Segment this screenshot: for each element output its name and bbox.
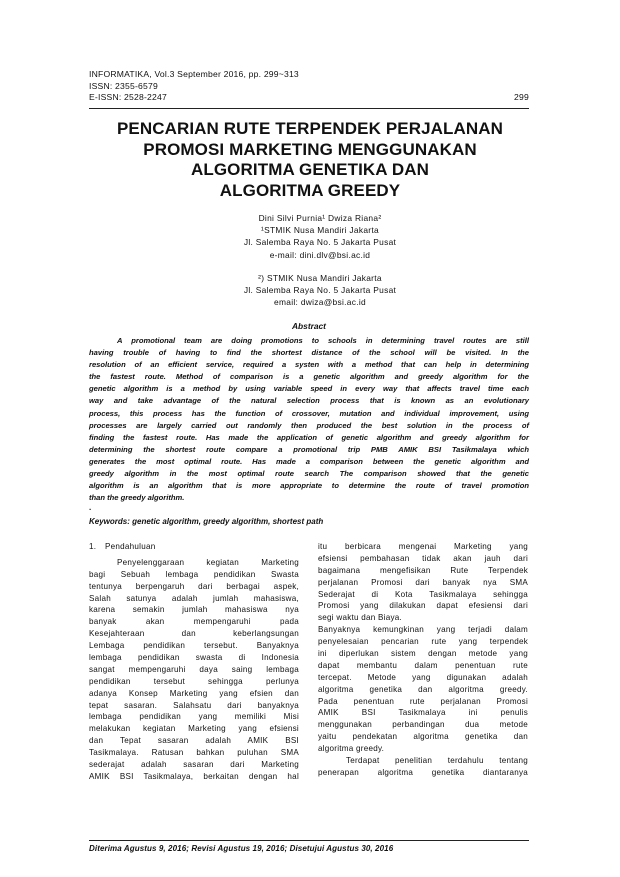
body-line: banyak akan mempengaruhi pada (89, 617, 299, 627)
title-line: ALGORITMA GENETIKA DAN (191, 160, 429, 179)
body-line: dapat membantu dalam penentuan rute (318, 660, 528, 670)
body-line: Promosi yang dilakukan dapat efesiensi dari (318, 601, 528, 611)
footer-dates: Diterima Agustus 9, 2016; Revisi Agustus 19, 2016; Disetujui Agustus 30, 2016 (89, 844, 394, 853)
body-line: AMIK BSI Tasikmalaya ini penulis (318, 708, 528, 718)
body-line: Banyaknya kemungkinan yang terjadi dalam (318, 625, 528, 635)
issn: ISSN: 2355-6579 (89, 80, 158, 91)
body-line: dan Tepat sasaran adalah AMIK BSI (89, 736, 299, 746)
body-line: pendidikan tersebut sehingga perlunya (89, 676, 299, 686)
body-line: bagi Sebuah lembaga pendidikan Swasta (89, 569, 299, 579)
author-names: Dini Silvi Purnia¹ Dwiza Riana² (258, 213, 382, 223)
affiliation-line: Jl. Salemba Raya No. 5 Jakarta Pusat (243, 285, 397, 296)
body-line: sederajat adalah sasaran dari Marketing (89, 760, 299, 770)
section-heading (89, 541, 299, 553)
body-line: melakukan kegiatan Marketing yang efsiensi (89, 724, 299, 734)
paper-title (70, 119, 550, 201)
right-column (318, 541, 528, 779)
abstract-line: process, this process has the function of crossover, mutation and individual improvement, using (89, 408, 529, 418)
abstract-line: A promotional team are doing promotions to schools in determining travel routes are still (117, 336, 529, 345)
title-line: ALGORITMA GREEDY (219, 180, 401, 200)
journal-header (89, 69, 529, 104)
author-email: e-mail: dini.dlv@bsi.ac.id (269, 249, 371, 260)
abstract-line: having trouble of having to find the shortest distance of the school will be visited. In the (89, 348, 529, 358)
body-line: tepat sasaran. Salahsatu dari banyaknya (89, 700, 299, 710)
abstract-line: determining the shortest route compare a promotional trip PMB AMIK BSI Tasikmalaya which (89, 444, 529, 454)
body-line: Kesejahteraan dan keberlangsungan (89, 629, 299, 639)
keywords: Keywords: genetic algorithm, greedy algorithm, shortest path (89, 517, 324, 526)
journal-line: INFORMATIKA, Vol.3 September 2016, pp. 299~313 (89, 69, 299, 79)
body-line: efsiensi pembahasan tidak akan jauh dari (318, 553, 528, 563)
body-line: segi waktu dan Biaya. (318, 613, 402, 623)
body-line: Sederajat di Kota Tasikmalaya sehingga (318, 589, 528, 599)
abstract-dot: . (89, 503, 92, 512)
body-line: bagaimana mengefisikan Rute Terpendek (318, 565, 528, 575)
body-line: perjalanan Promosi dari banyak nya SMA (318, 577, 528, 587)
footer-divider (89, 840, 529, 841)
body-line: lembaga pendidikan yang memiliki Misi (89, 712, 299, 722)
abstract-line: finding the fastest route. Has made the application of genetic algorithm and greedy algorithm for (89, 432, 529, 442)
body-line: Tasikmalaya. Ratusan bahkan puluhan SMA (89, 748, 299, 758)
page-number: 299 (514, 92, 529, 103)
abstract-line: than the greedy algorithm. (89, 493, 185, 503)
title-line: PROMOSI MARKETING MENGGUNAKAN (143, 139, 477, 159)
body-line: Penyelenggaraan kegiatan Marketing (117, 557, 299, 567)
section-number: 1. (89, 542, 97, 551)
body-line: yaitu pendekatan algoritma genetika dan (318, 732, 528, 742)
title-line: PENCARIAN RUTE TERPENDEK PERJALANAN (116, 119, 504, 138)
abstract-line: greedy algorithm in the most optimal route search The comparison showed that the genetic (89, 469, 529, 479)
abstract-line: generates the most optimal route. Has made a comparison between the genetic algorithm and (89, 456, 529, 466)
body-line: ini diperlukan sistem dengan metode yang (318, 649, 528, 659)
body-line: karena semakin jumlah mahasiswa nya (89, 605, 299, 615)
abstract-line: resolution of an efficient service, required a systen with a method that can help in determining (89, 360, 529, 370)
body-line: Terdapat penelitian terdahulu tentang (346, 756, 528, 766)
body-line: penyelesaian pencarian rute yang terpendek (318, 637, 528, 647)
eissn: E-ISSN: 2528-2247 (89, 92, 167, 103)
abstract-line: the fastest route. Method of comparison is a genetic algorithm and greedy algorithm for the (89, 372, 529, 382)
abstract-heading: Abstract (292, 321, 326, 331)
body-line: Pada penentuan rute perjalanan Promosi (318, 696, 528, 706)
body-line: Lembaga pendidikan tersebut. Banyaknya (89, 641, 299, 651)
abstract-line: processes are largely carried out randomly then produced the best solution in the process of (89, 420, 529, 430)
affiliation-line: Jl. Salemba Raya No. 5 Jakarta Pusat (243, 237, 397, 248)
left-column (89, 541, 299, 783)
abstract-line: algorithm is an algorithm that is more appropriate to determine the route of travel promotion (89, 481, 529, 491)
body-line: sangat mempengaruhi daya saing lembaga (89, 664, 299, 674)
right-column-text (318, 541, 528, 779)
section-title: Pendahuluan (105, 542, 156, 551)
body-line: Salah satunya adalah jumlah mahasiswa, (89, 593, 299, 603)
body-line: AMIK BSI Tasikmalaya, berkaitan dengan hal (89, 771, 299, 781)
abstract-line: way and take advantage of the natural selection process that is known as an evolutionary (89, 396, 529, 406)
body-line: algoritma genetika dan algoritma greedy. (318, 684, 528, 694)
body-line: algoritma greedy. (318, 744, 385, 754)
affiliation-line: ¹STMIK Nusa Mandiri Jakarta (261, 225, 379, 236)
left-column-text (89, 557, 299, 783)
header-divider (89, 108, 529, 109)
body-line: adanya Konsep Marketing yang efsien dan (89, 688, 299, 698)
affiliation-line: ²) STMIK Nusa Mandiri Jakarta (258, 272, 382, 283)
author-email: email: dwiza@bsi.ac.id (274, 297, 366, 308)
author-block (150, 212, 490, 308)
body-line: tercepat. Metode yang digunakan adalah (318, 672, 528, 682)
body-line: penerapan algoritma genetika diantaranya (318, 767, 528, 777)
body-line: itu berbicara mengenai Marketing yang (318, 542, 528, 551)
abstract-body (89, 335, 529, 504)
body-line: tentunya berpengaruh dari berbagai aspek, (89, 581, 299, 591)
eissn-row (89, 92, 529, 104)
abstract-line: genetic algorithm is a method by using variable speed in every way that affects travel time each (89, 384, 529, 394)
body-line: lembaga pendidikan swasta di Indonesia (89, 653, 299, 663)
body-line: menggunakan perbandingan dua metode (318, 720, 528, 730)
